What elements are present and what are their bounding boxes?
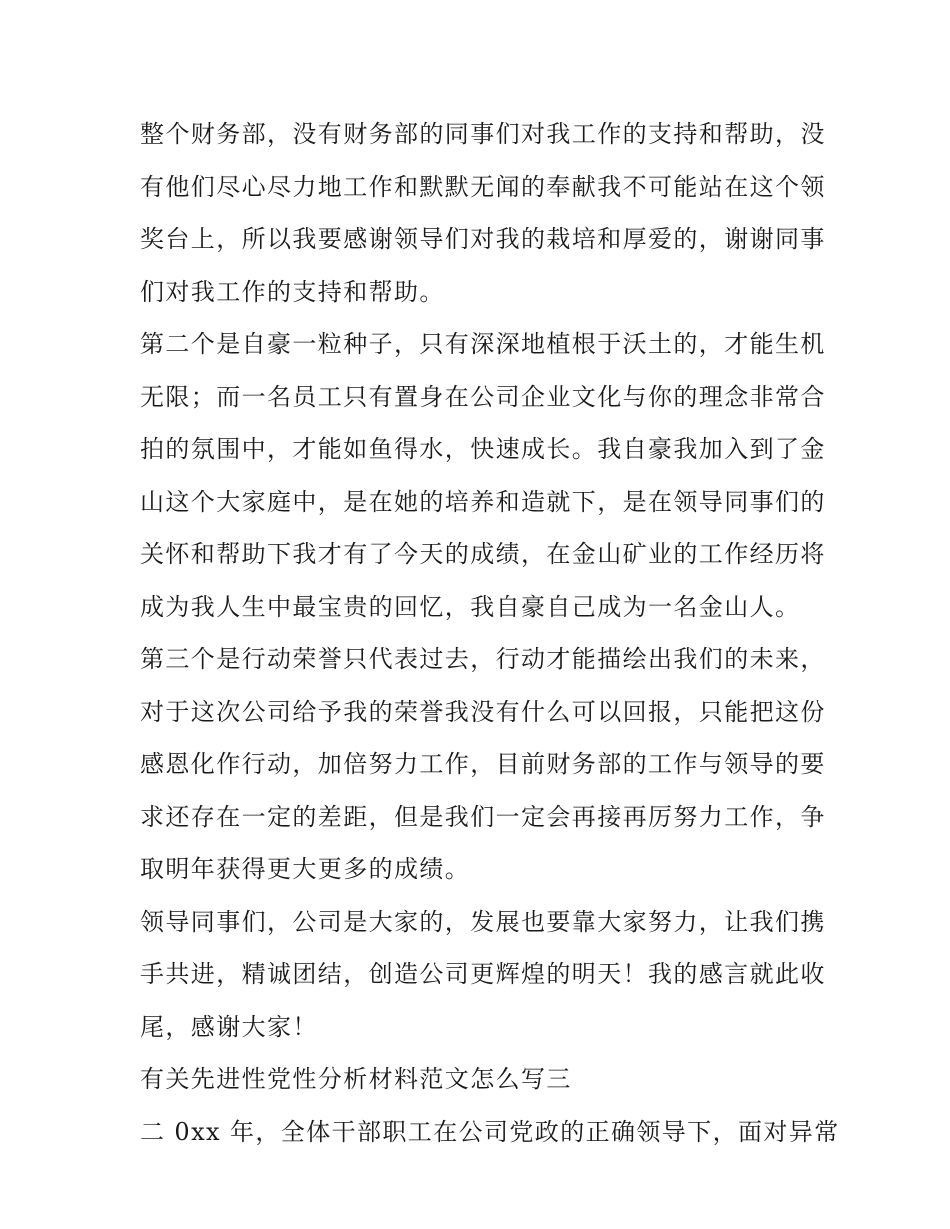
text-line: 感恩化作行动，加倍努力工作，目前财务部的工作与领导的要 — [140, 750, 826, 778]
text-line: 成为我人生中最宝贵的回忆，我自豪自己成为一名金山人。 — [140, 592, 801, 621]
text-line: 二 0xx 年，全体干部职工在公司党政的正确领导下，面对异常 — [140, 1117, 840, 1146]
text-line: 对于这次公司给予我的荣誉我没有什么可以回报，只能把这份 — [140, 697, 826, 726]
text-line: 求还存在一定的差距，但是我们一定会再接再厉努力工作，争 — [140, 802, 826, 831]
text-line: 无限；而一名员工只有置身在公司企业文化与你的理念非常合 — [140, 382, 826, 411]
text-line: 第二个是自豪一粒种子，只有深深地植根于沃土的，才能生机 — [140, 330, 826, 358]
text-line: 山这个大家庭中，是在她的培养和造就下，是在领导同事们的 — [140, 487, 826, 516]
section-heading: 有关先进性党性分析材料范文怎么写三 — [140, 1065, 572, 1093]
text-line: 拍的氛围中，才能如鱼得水，快速成长。我自豪我加入到了金 — [140, 435, 826, 463]
text-line: 手共进，精诚团结，创造公司更辉煌的明天！我的感言就此收 — [140, 960, 826, 988]
text-line: 关怀和帮助下我才有了今天的成绩，在金山矿业的工作经历将 — [140, 540, 826, 568]
text-line: 整个财务部，没有财务部的同事们对我工作的支持和帮助，没 — [140, 120, 826, 148]
text-line: 尾，感谢大家！ — [140, 1012, 318, 1041]
document-body — [140, 108, 840, 1158]
text-line: 领导同事们，公司是大家的，发展也要靠大家努力，让我们携 — [140, 907, 826, 936]
text-line: 有他们尽心尽力地工作和默默无闻的奉献我不可能站在这个领 — [140, 172, 826, 201]
text-line: 第三个是行动荣誉只代表过去，行动才能描绘出我们的未来， — [140, 645, 826, 673]
text-line: 们对我工作的支持和帮助。 — [140, 277, 445, 306]
text-line: 取明年获得更大更多的成绩。 — [140, 855, 471, 883]
text-line: 奖台上，所以我要感谢领导们对我的栽培和厚爱的，谢谢同事 — [140, 225, 826, 253]
